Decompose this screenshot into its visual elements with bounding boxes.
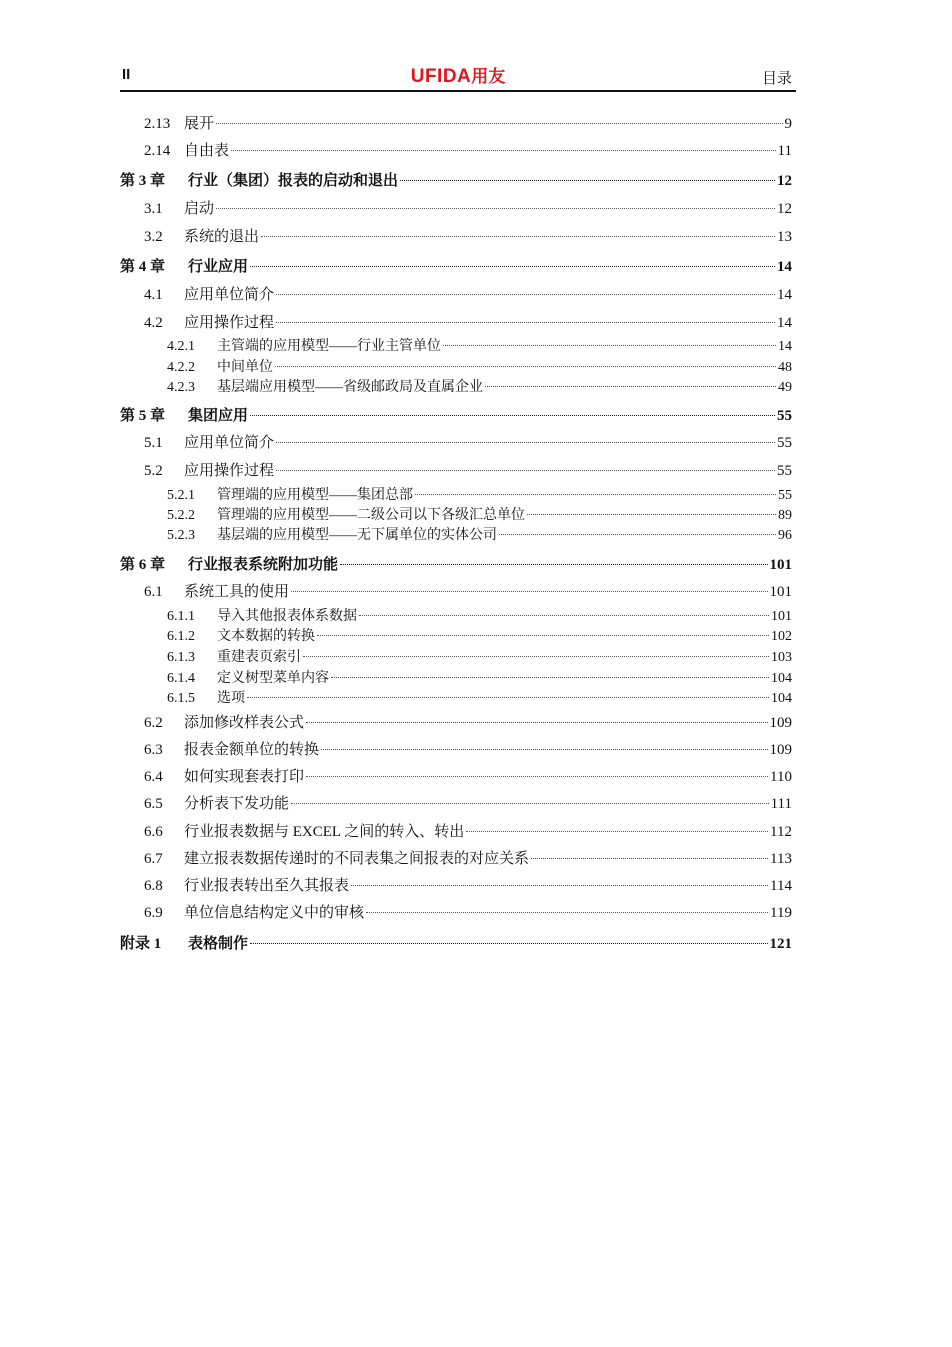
toc-entry-title: 主管端的应用模型——行业主管单位 — [217, 339, 441, 354]
toc-entry-number: 4.2.1 — [167, 339, 195, 354]
toc-entry-number: 6.1 — [144, 584, 163, 600]
toc-entry-page: 113 — [770, 851, 792, 867]
dot-leader — [485, 386, 776, 387]
toc-entry-title: 行业报表系统附加功能 — [188, 557, 339, 573]
toc-entry-number: 第 5 章 — [120, 408, 166, 424]
toc-entry-number: 6.9 — [144, 905, 163, 921]
toc-entry-page: 48 — [778, 360, 792, 375]
toc-entry-chapter[interactable] — [120, 553, 792, 574]
toc-entry-sub[interactable] — [120, 625, 792, 645]
toc-entry-title: 系统的退出 — [184, 229, 260, 245]
toc-entry-number: 6.2 — [144, 715, 163, 731]
toc-entry-page: 89 — [778, 508, 792, 523]
toc-entry-title: 基层端的应用模型——无下属单位的实体公司 — [217, 528, 497, 543]
dot-leader — [250, 943, 767, 944]
dot-leader — [261, 236, 775, 237]
dot-leader — [306, 722, 767, 723]
toc-entry-sub[interactable] — [120, 504, 792, 524]
toc-entry-sub[interactable] — [120, 356, 792, 376]
toc-entry-number: 第 3 章 — [120, 173, 166, 189]
page-number: II — [122, 66, 131, 83]
dot-leader — [275, 366, 776, 367]
toc-entry-title: 行业报表转出至久其报表 — [184, 878, 350, 894]
toc-entry-sec[interactable] — [120, 580, 792, 601]
toc-entry-page: 13 — [777, 229, 792, 245]
toc-entry-title: 应用操作过程 — [184, 315, 275, 331]
toc-entry-number: 第 4 章 — [120, 259, 166, 275]
toc-entry-title: 单位信息结构定义中的审核 — [184, 905, 365, 921]
toc-entry-title: 分析表下发功能 — [184, 796, 290, 812]
toc-entry-chapter[interactable] — [120, 404, 792, 425]
toc-entry-title: 行业应用 — [188, 259, 249, 275]
dot-leader — [250, 266, 775, 267]
toc-entry-page: 101 — [769, 557, 792, 573]
dot-leader — [527, 514, 776, 515]
toc-entry-page: 110 — [770, 769, 792, 785]
toc-entry-sec[interactable] — [120, 197, 792, 218]
toc-entry-sec[interactable] — [120, 738, 792, 759]
dot-leader — [331, 677, 769, 678]
toc-entry-page: 11 — [777, 143, 792, 159]
toc-entry-page: 55 — [778, 488, 792, 503]
section-title: 目录 — [761, 71, 792, 87]
logo-cn: 用友 — [471, 67, 506, 87]
toc-entry-page: 12 — [777, 201, 792, 217]
toc-entry-number: 6.1.4 — [167, 671, 195, 686]
toc-entry-sub[interactable] — [120, 646, 792, 666]
dot-leader — [531, 858, 768, 859]
dot-leader — [443, 345, 776, 346]
dot-leader — [351, 885, 768, 886]
toc-entry-number: 6.1.3 — [167, 650, 195, 665]
toc-entry-page: 14 — [778, 339, 792, 354]
toc-entry-title: 系统工具的使用 — [184, 584, 290, 600]
toc-entry-page: 111 — [770, 796, 792, 812]
toc-entry-sec[interactable] — [120, 901, 792, 922]
toc-entry-number: 6.6 — [144, 824, 163, 840]
toc-entry-number: 6.1.1 — [167, 609, 195, 624]
toc-entry-number: 4.1 — [144, 287, 163, 303]
toc-entry-chapter[interactable] — [120, 169, 792, 190]
dot-leader — [276, 294, 775, 295]
toc-entry-number: 4.2.2 — [167, 360, 195, 375]
toc-entry-sub[interactable] — [120, 605, 792, 625]
ufida-logo — [120, 62, 796, 88]
toc-entry-title: 行业（集团）报表的启动和退出 — [188, 173, 399, 189]
toc-entry-title: 选项 — [217, 691, 245, 706]
toc-entry-page: 9 — [784, 116, 792, 132]
toc-entry-title: 自由表 — [184, 143, 230, 159]
toc-entry-sub[interactable] — [120, 667, 792, 687]
dot-leader — [276, 442, 775, 443]
toc-entry-page: 102 — [771, 629, 792, 644]
toc-entry-page: 101 — [769, 584, 792, 600]
toc-entry-number: 4.2.3 — [167, 380, 195, 395]
toc-entry-page: 14 — [777, 259, 792, 275]
dot-leader — [303, 656, 769, 657]
toc-entry-title: 导入其他报表体系数据 — [217, 609, 357, 624]
dot-leader — [276, 470, 775, 471]
toc-entry-page: 104 — [771, 691, 792, 706]
toc-entry-title: 启动 — [184, 201, 215, 217]
toc-entry-title: 重建表页索引 — [217, 650, 301, 665]
toc-entry-title: 定义树型菜单内容 — [217, 671, 329, 686]
toc-entry-number: 6.1.5 — [167, 691, 195, 706]
toc-entry-sec[interactable] — [120, 311, 792, 332]
toc-entry-chapter[interactable] — [120, 255, 792, 276]
toc-entry-sub[interactable] — [120, 484, 792, 504]
toc-entry-number: 6.4 — [144, 769, 163, 785]
toc-entry-number: 6.1.2 — [167, 629, 195, 644]
toc-entry-sec[interactable] — [120, 792, 792, 813]
toc-entry-page: 12 — [777, 173, 792, 189]
toc-entry-page: 101 — [771, 609, 792, 624]
toc-entry-sec[interactable] — [120, 765, 792, 786]
toc-entry-title: 管理端的应用模型——集团总部 — [217, 488, 413, 503]
toc-entry-sec[interactable] — [120, 874, 792, 895]
toc-entry-sec[interactable] — [120, 112, 792, 133]
toc-entry-number: 2.13 — [144, 116, 171, 132]
toc-entry-sub[interactable] — [120, 524, 792, 544]
toc-entry-number: 5.2.2 — [167, 508, 195, 523]
toc-entry-title: 行业报表数据与 EXCEL 之间的转入、转出 — [184, 824, 465, 840]
toc-entry-page: 55 — [777, 408, 792, 424]
toc-entry-number: 6.8 — [144, 878, 163, 894]
dot-leader — [359, 615, 769, 616]
toc-entry-page: 55 — [777, 435, 792, 451]
toc-entry-number: 5.2.3 — [167, 528, 195, 543]
toc-entry-number: 5.1 — [144, 435, 163, 451]
dot-leader — [415, 494, 776, 495]
toc-entry-title: 展开 — [184, 116, 215, 132]
page-header — [120, 62, 796, 92]
toc-entry-number: 6.7 — [144, 851, 163, 867]
toc-entry-title: 基层端应用模型——省级邮政局及直属企业 — [217, 380, 483, 395]
toc-entry-title: 文本数据的转换 — [217, 629, 315, 644]
toc-entry-page: 14 — [777, 315, 792, 331]
toc-entry-page: 114 — [770, 878, 792, 894]
toc-entry-title: 应用单位简介 — [184, 287, 275, 303]
toc-entry-number: 第 6 章 — [120, 557, 166, 573]
toc-entry-sec[interactable] — [120, 820, 792, 841]
toc-entry-page: 112 — [770, 824, 792, 840]
toc-entry-page: 103 — [771, 650, 792, 665]
dot-leader — [247, 697, 769, 698]
toc-entry-page: 55 — [777, 463, 792, 479]
toc-entry-number: 3.2 — [144, 229, 163, 245]
dot-leader — [321, 749, 767, 750]
toc-entry-number: 5.2.1 — [167, 488, 195, 503]
toc-entry-page: 49 — [778, 380, 792, 395]
toc-entry-page: 14 — [777, 287, 792, 303]
toc-entry-title: 中间单位 — [217, 360, 273, 375]
dot-leader — [250, 415, 775, 416]
toc-entry-page: 119 — [770, 905, 792, 921]
toc-entry-sec[interactable] — [120, 283, 792, 304]
toc-entry-sec[interactable] — [120, 711, 792, 732]
dot-leader — [317, 635, 769, 636]
toc-entry-sub[interactable] — [120, 687, 792, 707]
toc-entry-title: 应用单位简介 — [184, 435, 275, 451]
logo-brand: UFIDA — [410, 66, 472, 87]
toc-entry-number: 附录 1 — [120, 936, 162, 952]
toc-entry-page: 109 — [769, 715, 792, 731]
dot-leader — [340, 564, 767, 565]
toc-entry-title: 建立报表数据传递时的不同表集之间报表的对应关系 — [184, 851, 530, 867]
dot-leader — [499, 534, 776, 535]
toc-entry-number: 2.14 — [144, 143, 171, 159]
dot-leader — [291, 803, 769, 804]
toc-entry-page: 121 — [769, 936, 792, 952]
toc-entry-title: 如何实现套表打印 — [184, 769, 305, 785]
toc-entry-page: 96 — [778, 528, 792, 543]
dot-leader — [291, 591, 767, 592]
dot-leader — [306, 776, 768, 777]
dot-leader — [400, 180, 775, 181]
toc-entry-sec[interactable] — [120, 139, 792, 160]
toc-entry-sub[interactable] — [120, 335, 792, 355]
toc-entry-sec[interactable] — [120, 459, 792, 480]
dot-leader — [466, 831, 768, 832]
toc-entry-sec[interactable] — [120, 431, 792, 452]
dot-leader — [216, 123, 782, 124]
toc-entry-sec[interactable] — [120, 847, 792, 868]
toc-entry-title: 应用操作过程 — [184, 463, 275, 479]
toc-entry-page: 104 — [771, 671, 792, 686]
toc-entry-sec[interactable] — [120, 225, 792, 246]
dot-leader — [366, 912, 768, 913]
toc-entry-sub[interactable] — [120, 376, 792, 396]
toc-entry-number: 6.3 — [144, 742, 163, 758]
dot-leader — [216, 208, 775, 209]
dot-leader — [276, 322, 775, 323]
toc-entry-number: 3.1 — [144, 201, 163, 217]
toc-entry-chapter[interactable] — [120, 932, 792, 953]
toc-entry-number: 4.2 — [144, 315, 163, 331]
toc-entry-title: 集团应用 — [188, 408, 249, 424]
toc-entry-number: 6.5 — [144, 796, 163, 812]
toc-entry-page: 109 — [769, 742, 792, 758]
toc-entry-title: 表格制作 — [188, 936, 249, 952]
toc-entry-number: 5.2 — [144, 463, 163, 479]
toc-entry-title: 报表金额单位的转换 — [184, 742, 320, 758]
toc-entry-title: 添加修改样表公式 — [184, 715, 305, 731]
dot-leader — [231, 150, 776, 151]
toc-entry-title: 管理端的应用模型——二级公司以下各级汇总单位 — [217, 508, 525, 523]
